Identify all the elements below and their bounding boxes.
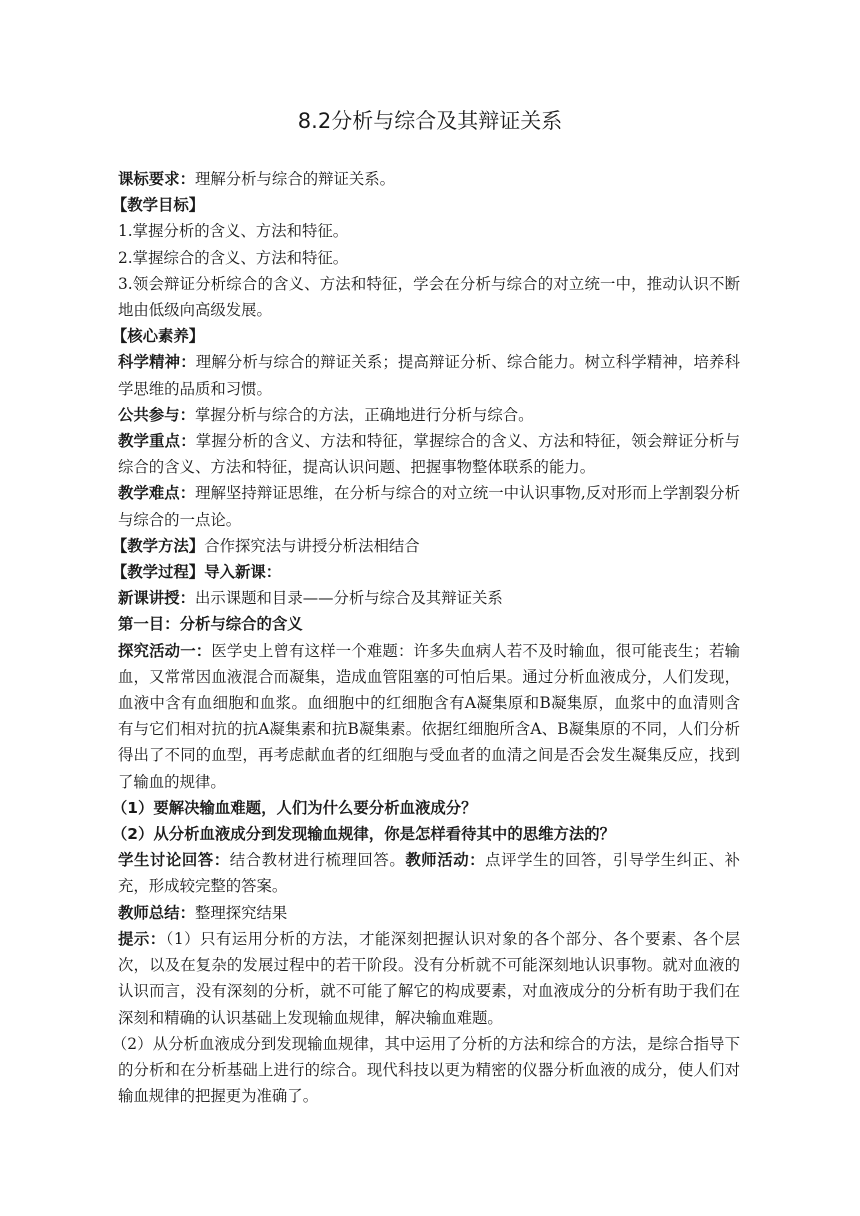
page-title: 8.2分析与综合及其辩证关系 [297, 109, 563, 133]
process-heading: 【教学过程】 [111, 563, 205, 582]
document-body [111, 166, 740, 1109]
section-heading: 第一目：分析与综合的含义 [118, 615, 303, 634]
science-text: 理解分析与综合的辩证关系；提高辩证分析、综合能力。树立科学精神，培养科学思维的品质和习惯。 [118, 353, 740, 398]
goal-item: 1.掌握分析的含义、方法和特征。 [118, 222, 349, 241]
science-label: 科学精神： [118, 353, 196, 372]
discussion-label: 学生讨论回答： [118, 851, 230, 870]
student-discussion [118, 847, 740, 899]
newlesson-label: 新课讲授： [118, 589, 195, 608]
method-text: 合作探究法与讲授分析法相结合 [204, 536, 420, 555]
goal-item: 2.掌握综合的含义、方法和特征。 [118, 248, 349, 267]
activity-text: 医学史上曾有这样一个难题：许多失血病人若不及时输血，很可能丧生；若输血，又常常因血液混合而凝集，造成血管阻塞的可怕后果。通过分析血液成分，人们发现，血液中含有血细胞和血浆。血细胞中的红细胞含有A凝集原和B凝集原，血浆中的血清则含有与它们相对抗的抗A凝集素和抗B凝集素。依据红细胞所含A、B凝集原的不同，人们分析得出了不同的血型，再考虑献血者的红细胞与受血者的血清之间是否会发生凝集反应，找到了输血的规律。 [118, 641, 740, 791]
teaching-process [111, 559, 740, 585]
newlesson-text: 出示课题和目录——分析与综合及其辩证关系 [194, 589, 503, 608]
teacher-summary [118, 900, 740, 926]
curriculum-label: 课标要求： [118, 170, 195, 188]
question-item: （1）要解决输血难题，人们为什么要分析血液成分？ [111, 798, 477, 817]
difficult-label: 教学难点： [118, 484, 196, 503]
question-item: （2）从分析血液成分到发现输血规律，你是怎样看待其中的思维方法的？ [111, 825, 616, 844]
inquiry-activity [118, 638, 740, 795]
teaching-difficulties [118, 480, 740, 532]
curriculum-requirement [118, 166, 740, 192]
literacy-heading: 【核心素养】 [111, 327, 205, 346]
activity-label: 探究活动一： [118, 641, 212, 660]
difficult-text: 理解坚持辩证思维，在分析与综合的对立统一中认识事物,反对形而上学割裂分析与综合的一点论。 [118, 484, 740, 529]
teaching-key-points [118, 428, 740, 480]
hint-text-1: （1）只有运用分析的方法，才能深刻把握认识对象的各个部分、各个要素、各个层次，以及在复杂的发展过程中的若干阶段。没有分析就不可能深刻地认识事物。就对血液的认识而言，没有深刻的分析，就不可能了解它的构成要素，对血液成分的分析有助于我们在深刻和精确的认识基础上发现输血规律，解决输血难题。 [118, 929, 740, 1027]
goals-heading: 【教学目标】 [111, 196, 205, 215]
summary-label: 教师总结： [118, 903, 195, 922]
hint-paragraph-2: （2）从分析血液成分到发现输血规律，其中运用了分析的方法和综合的方法，是综合指导下的分析和在分析基础上进行的综合。现代科技以更为精密的仪器分析血液的成分，使人们对输血规律的把握更为准确了。 [111, 1034, 740, 1106]
public-text: 掌握分析与综合的方法，正确地进行分析与综合。 [194, 405, 534, 424]
teacher-activity-text: 点评学生的回答，引导学生纠正、补充，形成较完整的答案。 [118, 851, 740, 896]
goal-item: 3.领会辩证分析综合的含义、方法和特征，学会在分析与综合的对立统一中，推动认识不断地由低级向高级发展。 [118, 274, 740, 320]
summary-text: 整理探究结果 [194, 903, 288, 922]
new-lesson [118, 585, 740, 611]
key-text: 掌握分析的含义、方法和特征，掌握综合的含义、方法和特征，领会辩证分析与综合的含义、方法和特征，提高认识问题、把握事物整体联系的能力。 [118, 432, 740, 477]
hint-label: 提示： [118, 929, 166, 948]
hint-paragraph-1 [118, 926, 740, 1031]
science-spirit [118, 349, 740, 401]
curriculum-text: 理解分析与综合的辩证关系。 [194, 170, 396, 188]
discussion-text: 结合教材进行梳理回答。 [229, 851, 406, 870]
teacher-activity-label: 教师活动： [405, 851, 486, 870]
public-participation [118, 402, 740, 428]
teaching-method [111, 533, 740, 559]
public-label: 公共参与： [118, 405, 195, 424]
method-heading: 【教学方法】 [111, 536, 205, 555]
process-intro: 导入新课： [204, 563, 282, 582]
key-label: 教学重点： [118, 432, 196, 451]
